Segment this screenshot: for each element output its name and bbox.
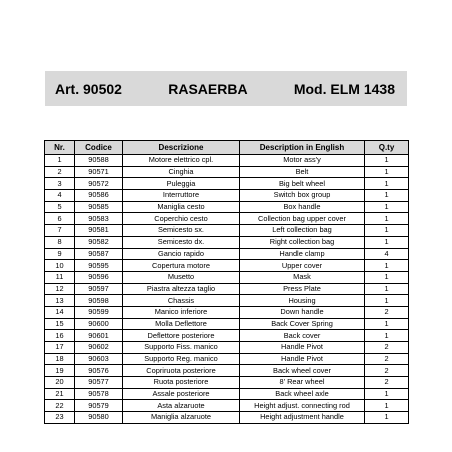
table-body: [45, 155, 409, 424]
table-row: [45, 248, 409, 260]
cell-code: 90595: [75, 260, 123, 272]
cell-quantity: 1: [365, 166, 409, 178]
table-row: [45, 365, 409, 377]
cell-code: 90599: [75, 306, 123, 318]
cell-description-english: Switch box group: [240, 190, 365, 202]
cell-description: Puleggia: [123, 178, 240, 190]
cell-description-english: Back cover: [240, 330, 365, 342]
cell-quantity: 1: [365, 283, 409, 295]
cell-nr: 18: [45, 353, 75, 365]
cell-quantity: 1: [365, 260, 409, 272]
table-row: [45, 201, 409, 213]
cell-description: Interruttore: [123, 190, 240, 202]
cell-nr: 11: [45, 271, 75, 283]
cell-quantity: 2: [365, 365, 409, 377]
cell-description-english: 8' Rear wheel: [240, 377, 365, 389]
table-row: [45, 306, 409, 318]
cell-nr: 20: [45, 377, 75, 389]
cell-description: Gancio rapido: [123, 248, 240, 260]
table-row: [45, 342, 409, 354]
parts-list: [44, 140, 408, 422]
cell-description-english: Handle Pivot: [240, 353, 365, 365]
cell-code: 90577: [75, 377, 123, 389]
cell-description: Semicesto sx.: [123, 225, 240, 237]
table-row: [45, 260, 409, 272]
column-header-description-english: Description in English: [240, 141, 365, 155]
cell-quantity: 4: [365, 248, 409, 260]
cell-description: Manico inferiore: [123, 306, 240, 318]
cell-quantity: 1: [365, 155, 409, 167]
cell-description: Copriruota posteriore: [123, 365, 240, 377]
cell-code: 90601: [75, 330, 123, 342]
column-header-code: Codice: [75, 141, 123, 155]
cell-code: 90576: [75, 365, 123, 377]
cell-code: 90578: [75, 388, 123, 400]
table-row: [45, 225, 409, 237]
table-row: [45, 166, 409, 178]
cell-description: Musetto: [123, 271, 240, 283]
cell-description: Cinghia: [123, 166, 240, 178]
cell-description: Piastra altezza taglio: [123, 283, 240, 295]
cell-quantity: 2: [365, 306, 409, 318]
cell-quantity: 2: [365, 342, 409, 354]
column-header-description: Descrizione: [123, 141, 240, 155]
cell-nr: 22: [45, 400, 75, 412]
cell-quantity: 1: [365, 271, 409, 283]
cell-description: Chassis: [123, 295, 240, 307]
cell-description-english: Housing: [240, 295, 365, 307]
cell-quantity: 2: [365, 377, 409, 389]
table-row: [45, 213, 409, 225]
cell-description-english: Motor ass'y: [240, 155, 365, 167]
cell-nr: 23: [45, 412, 75, 424]
cell-quantity: 1: [365, 400, 409, 412]
cell-nr: 16: [45, 330, 75, 342]
parts-table: [44, 140, 409, 424]
cell-code: 90596: [75, 271, 123, 283]
column-header-nr: Nr.: [45, 141, 75, 155]
cell-code: 90571: [75, 166, 123, 178]
cell-quantity: 1: [365, 412, 409, 424]
cell-code: 90580: [75, 412, 123, 424]
cell-quantity: 1: [365, 201, 409, 213]
cell-nr: 9: [45, 248, 75, 260]
table-row: [45, 190, 409, 202]
cell-nr: 2: [45, 166, 75, 178]
cell-description-english: Handle clamp: [240, 248, 365, 260]
cell-quantity: 1: [365, 318, 409, 330]
cell-code: 90582: [75, 236, 123, 248]
cell-nr: 13: [45, 295, 75, 307]
cell-quantity: 1: [365, 236, 409, 248]
cell-description-english: Height adjustment handle: [240, 412, 365, 424]
cell-description-english: Back wheel axle: [240, 388, 365, 400]
cell-description: Semicesto dx.: [123, 236, 240, 248]
cell-nr: 10: [45, 260, 75, 272]
cell-description-english: Mask: [240, 271, 365, 283]
cell-nr: 8: [45, 236, 75, 248]
cell-description-english: Box handle: [240, 201, 365, 213]
cell-code: 90597: [75, 283, 123, 295]
cell-nr: 15: [45, 318, 75, 330]
cell-description-english: Height adjust. connecting rod: [240, 400, 365, 412]
table-row: [45, 178, 409, 190]
table-row: [45, 330, 409, 342]
cell-nr: 5: [45, 201, 75, 213]
table-row: [45, 412, 409, 424]
cell-description-english: Belt: [240, 166, 365, 178]
table-row: [45, 318, 409, 330]
cell-description-english: Down handle: [240, 306, 365, 318]
table-row: [45, 155, 409, 167]
cell-description: Maniglia alzaruote: [123, 412, 240, 424]
table-header-row: [45, 141, 409, 155]
cell-nr: 7: [45, 225, 75, 237]
cell-nr: 21: [45, 388, 75, 400]
cell-quantity: 1: [365, 388, 409, 400]
cell-code: 90600: [75, 318, 123, 330]
product-name: RASAERBA: [168, 80, 248, 97]
title-band: [45, 71, 407, 106]
cell-code: 90581: [75, 225, 123, 237]
cell-nr: 1: [45, 155, 75, 167]
table-row: [45, 236, 409, 248]
cell-quantity: 1: [365, 330, 409, 342]
cell-description: Molla Deflettore: [123, 318, 240, 330]
cell-description: Supporto Fiss. manico: [123, 342, 240, 354]
cell-description-english: Big belt wheel: [240, 178, 365, 190]
cell-quantity: 1: [365, 190, 409, 202]
cell-description: Copertura motore: [123, 260, 240, 272]
column-header-quantity: Q.ty: [365, 141, 409, 155]
cell-description: Assale posteriore: [123, 388, 240, 400]
cell-nr: 12: [45, 283, 75, 295]
cell-code: 90587: [75, 248, 123, 260]
table-row: [45, 400, 409, 412]
table-row: [45, 388, 409, 400]
cell-nr: 14: [45, 306, 75, 318]
cell-code: 90579: [75, 400, 123, 412]
cell-code: 90583: [75, 213, 123, 225]
cell-description-english: Back Cover Spring: [240, 318, 365, 330]
cell-nr: 19: [45, 365, 75, 377]
cell-nr: 4: [45, 190, 75, 202]
cell-description-english: Collection bag upper cover: [240, 213, 365, 225]
cell-description-english: Handle Pivot: [240, 342, 365, 354]
cell-code: 90585: [75, 201, 123, 213]
cell-description-english: Left collection bag: [240, 225, 365, 237]
cell-code: 90586: [75, 190, 123, 202]
cell-quantity: 2: [365, 353, 409, 365]
model-number: Mod. ELM 1438: [293, 80, 395, 97]
article-number: Art. 90502: [55, 80, 122, 97]
cell-code: 90598: [75, 295, 123, 307]
cell-code: 90588: [75, 155, 123, 167]
table-row: [45, 353, 409, 365]
cell-code: 90602: [75, 342, 123, 354]
cell-description: Ruota posteriore: [123, 377, 240, 389]
cell-description: Supporto Reg. manico: [123, 353, 240, 365]
cell-quantity: 1: [365, 213, 409, 225]
cell-description-english: Back wheel cover: [240, 365, 365, 377]
cell-description-english: Upper cover: [240, 260, 365, 272]
cell-code: 90572: [75, 178, 123, 190]
cell-description: Maniglia cesto: [123, 201, 240, 213]
table-row: [45, 271, 409, 283]
table-row: [45, 283, 409, 295]
cell-description: Deflettore posteriore: [123, 330, 240, 342]
cell-description-english: Press Plate: [240, 283, 365, 295]
cell-quantity: 1: [365, 295, 409, 307]
cell-description: Coperchio cesto: [123, 213, 240, 225]
table-row: [45, 377, 409, 389]
cell-description-english: Right collection bag: [240, 236, 365, 248]
cell-nr: 6: [45, 213, 75, 225]
cell-quantity: 1: [365, 225, 409, 237]
cell-description: Motore elettrico cpl.: [123, 155, 240, 167]
cell-description: Asta alzaruote: [123, 400, 240, 412]
cell-nr: 3: [45, 178, 75, 190]
cell-nr: 17: [45, 342, 75, 354]
table-row: [45, 295, 409, 307]
cell-quantity: 1: [365, 178, 409, 190]
cell-code: 90603: [75, 353, 123, 365]
